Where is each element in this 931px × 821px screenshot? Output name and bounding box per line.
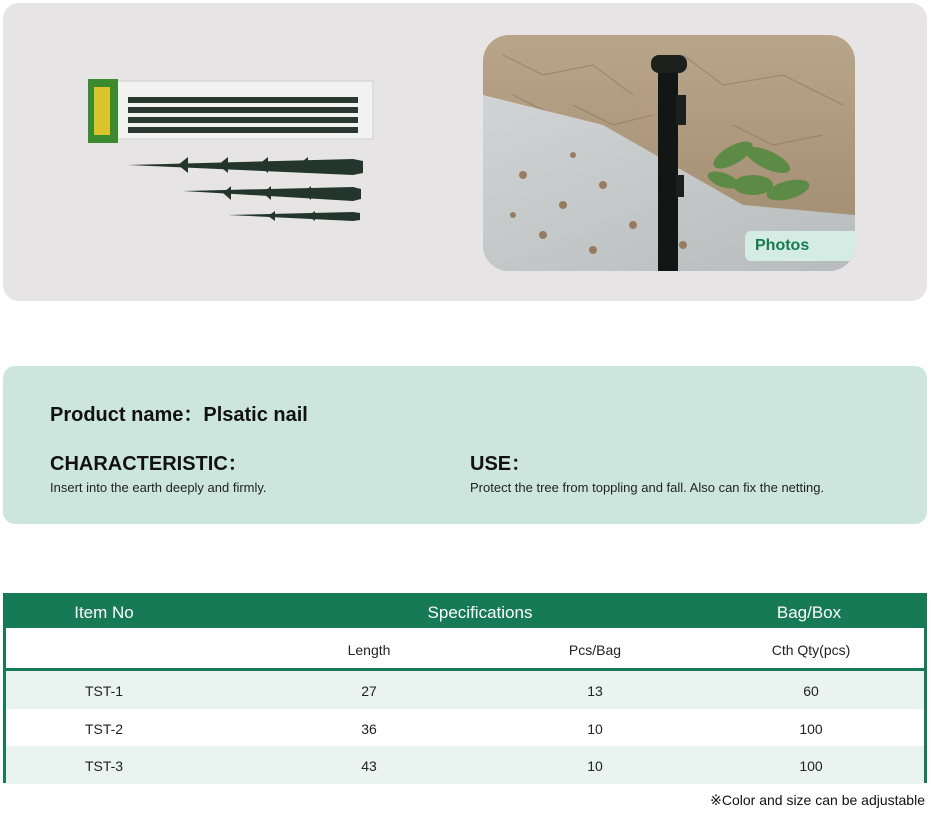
header-specifications: Specifications [427, 603, 533, 622]
subheader-cth-qty: Cth Qty(pcs) [771, 642, 851, 658]
table-row [6, 671, 924, 709]
use-text: Protect the tree from toppling and fall. Also can fix the netting. [470, 480, 825, 495]
field-photo [483, 35, 855, 271]
cell-item: TST-1 [84, 683, 124, 699]
header-item-no: Item No [74, 603, 134, 622]
table-row [6, 709, 924, 747]
product-name [50, 398, 308, 427]
table-subheader [6, 628, 924, 671]
spec-table [3, 593, 927, 783]
cell-item: TST-2 [84, 720, 124, 737]
cell-length: 27 [361, 683, 377, 699]
table-row [6, 746, 924, 784]
table-header [6, 596, 924, 628]
characteristic-text: Insert into the earth deeply and firmly. [50, 480, 267, 495]
subheader-length: Length [347, 642, 391, 658]
cell-pcs-bag: 10 [587, 758, 603, 775]
use-heading: USE： [470, 453, 532, 475]
photo-panel [3, 3, 927, 301]
cell-cth-qty: 100 [799, 720, 823, 737]
cell-pcs-bag: 13 [587, 683, 603, 699]
subheader-pcs-bag: Pcs/Bag [568, 642, 622, 658]
cell-length: 36 [361, 720, 377, 737]
product-name-label: Product name： [50, 404, 204, 426]
product-name-value: Plsatic nail [203, 404, 308, 426]
table-body [6, 671, 924, 784]
cell-length: 43 [361, 758, 377, 775]
adjustable-note: ※Color and size can be adjustable [710, 792, 925, 808]
cell-pcs-bag: 10 [587, 720, 603, 737]
characteristic-heading: CHARACTERISTIC： [50, 453, 248, 475]
photos-badge: Photos [745, 231, 855, 261]
cell-cth-qty: 60 [803, 683, 819, 699]
info-panel [3, 366, 927, 524]
header-bag-box: Bag/Box [776, 603, 842, 622]
cell-item: TST-3 [84, 758, 124, 775]
cell-cth-qty: 100 [799, 758, 823, 775]
product-photo [83, 73, 383, 233]
